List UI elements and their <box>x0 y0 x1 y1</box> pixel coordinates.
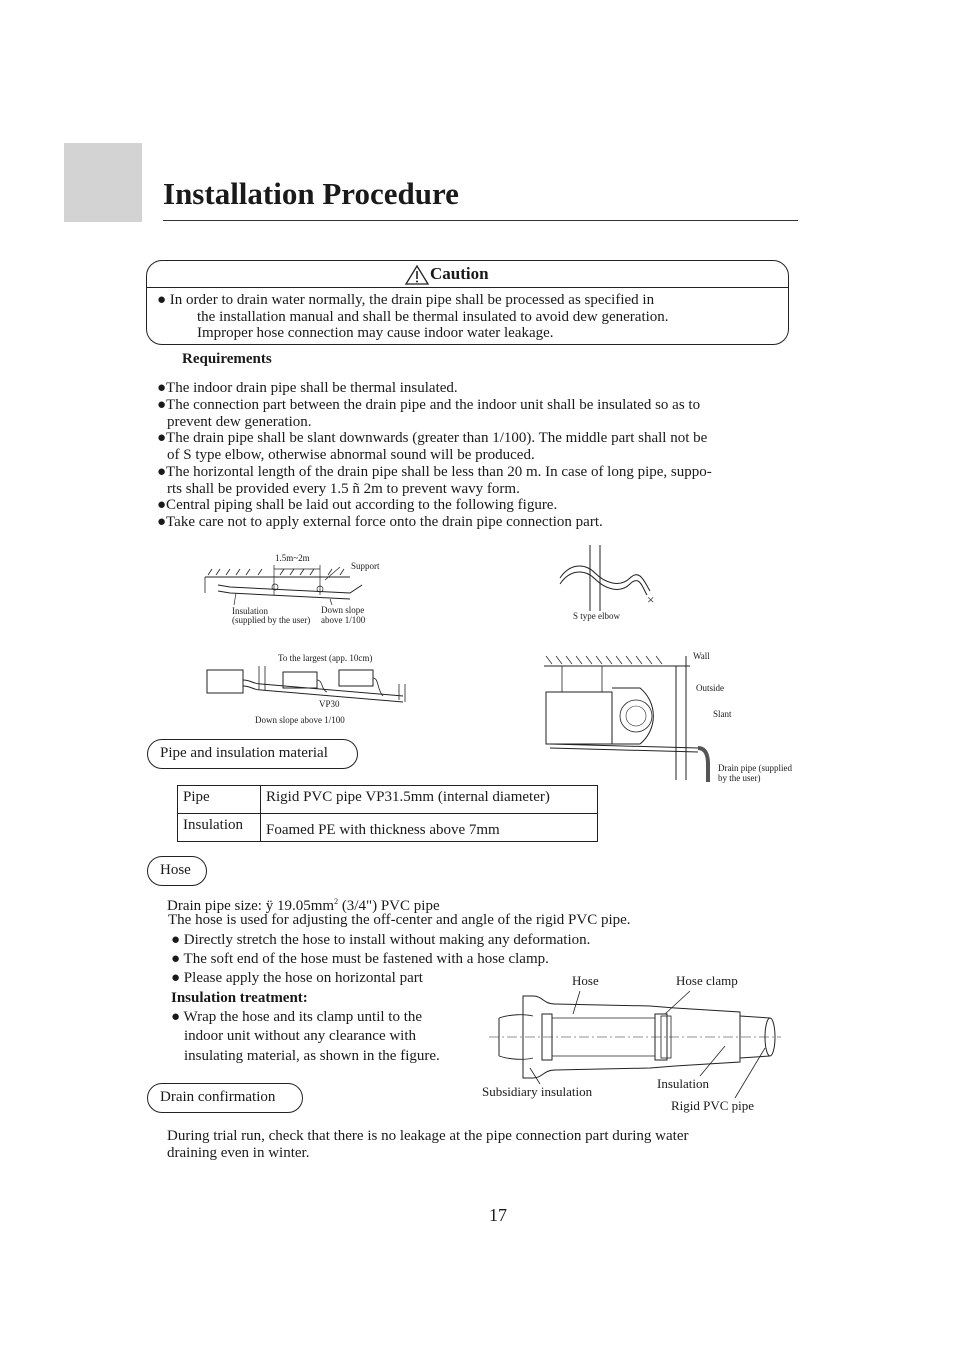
requirement-line: ●Central piping shall be laid out according to the following figure. <box>157 497 558 513</box>
outside-label: Outside <box>696 683 724 693</box>
drain-heading: Drain confirmation <box>147 1083 303 1113</box>
caution-title: Caution <box>430 264 489 283</box>
page-number: 17 <box>489 1205 507 1225</box>
hose-size-text: Drain pipe size: ÿ 19.05mm <box>167 898 335 914</box>
requirement-line: rts shall be provided every 1.5 ñ 2m to prevent wavy form. <box>167 481 520 497</box>
caution-line: the installation manual and shall be thermal insulated to avoid dew generation. <box>197 309 669 325</box>
largest-label: To the largest (app. 10cm) <box>278 653 373 663</box>
hose-fig-clamp-label: Hose clamp <box>676 973 738 988</box>
hose-fig-insulation-label: Insulation <box>657 1076 709 1091</box>
requirement-line: prevent dew generation. <box>167 414 312 430</box>
drain-line: draining even in winter. <box>167 1145 310 1161</box>
drain-pipe-label: by the user) <box>718 773 761 783</box>
table-cell: Pipe <box>178 786 261 814</box>
hose-bullet: ● Please apply the hose on horizontal part <box>171 970 423 986</box>
insulation-line: indoor unit without any clearance with <box>184 1028 417 1044</box>
title-rule <box>163 220 798 221</box>
table-cell: Insulation <box>178 814 261 842</box>
wall-drain-diagram <box>540 652 720 784</box>
support-label: Support <box>351 561 380 571</box>
requirement-line: ●The horizontal length of the drain pipe shall be less than 20 m. In case of long pipe, suppo- <box>157 464 712 480</box>
hose-bullet: ● The soft end of the hose must be fastened with a hose clamp. <box>171 951 549 967</box>
table-cell: Foamed PE with thickness above 7mm <box>261 814 598 842</box>
slope-label: Down slope <box>321 605 365 615</box>
warning-icon <box>405 265 429 285</box>
vp30-label: VP30 <box>319 699 340 709</box>
slope-label: above 1/100 <box>321 615 366 625</box>
hose-size-sup: 2 <box>334 897 339 906</box>
table-cell: Rigid PVC pipe VP31.5mm (internal diameter) <box>261 786 598 814</box>
requirement-line: ●Take care not to apply external force onto the drain pipe connection part. <box>157 514 603 530</box>
slant-label: Slant <box>713 709 732 719</box>
hose-heading: Hose <box>147 856 207 886</box>
caution-line: Improper hose connection may cause indoor water leakage. <box>197 325 554 341</box>
insulation-line: ● Wrap the hose and its clamp until to the <box>171 1009 423 1025</box>
caution-line: ● In order to drain water normally, the drain pipe shall be processed as specified in <box>157 292 655 308</box>
material-table <box>177 785 598 842</box>
material-heading: Pipe and insulation material <box>147 739 358 769</box>
requirements-heading: Requirements <box>182 351 272 367</box>
insulation-treatment-heading: Insulation treatment: <box>171 990 308 1006</box>
span-label: 1.5m~2m <box>275 553 310 563</box>
requirement-line: ●The connection part between the drain pipe and the indoor unit shall be insulated so as to <box>157 397 701 413</box>
requirement-line: of S type elbow, otherwise abnormal sound will be produced. <box>167 447 535 463</box>
hose-fig-hose-label: Hose <box>572 973 599 988</box>
page-title: Installation Procedure <box>163 176 459 211</box>
central-slope-label: Down slope above 1/100 <box>255 715 345 725</box>
requirement-line: ●The drain pipe shall be slant downwards (greater than 1/100). The middle part shall not be <box>157 430 708 446</box>
insulation-line: insulating material, as shown in the figure. <box>184 1048 440 1064</box>
drain-line: During trial run, check that there is no leakage at the pipe connection part during water <box>167 1128 689 1144</box>
hose-description: The hose is used for adjusting the off-center and angle of the rigid PVC pipe. <box>168 912 631 928</box>
s-elbow-label: S type elbow <box>573 611 620 621</box>
caution-divider <box>147 287 788 288</box>
insulation-label: (supplied by the user) <box>232 615 311 625</box>
hose-size-text: (3/4") PVC pipe <box>338 898 440 914</box>
hose-bullet: ● Directly stretch the hose to install without making any deformation. <box>171 932 591 948</box>
insulation-label: Insulation <box>232 606 268 616</box>
table-row <box>178 814 598 842</box>
hose-fig-pvc-label: Rigid PVC pipe <box>671 1098 755 1113</box>
wall-label: Wall <box>693 651 710 661</box>
section-tab-block <box>64 143 142 222</box>
table-row <box>178 786 598 814</box>
hose-fig-subsidiary-label: Subsidiary insulation <box>482 1084 593 1099</box>
requirement-line: ●The indoor drain pipe shall be thermal insulated. <box>157 380 458 396</box>
wrong-mark: × <box>647 592 655 607</box>
drain-pipe-label: Drain pipe (supplied <box>718 763 792 773</box>
central-piping-diagram <box>203 660 413 715</box>
